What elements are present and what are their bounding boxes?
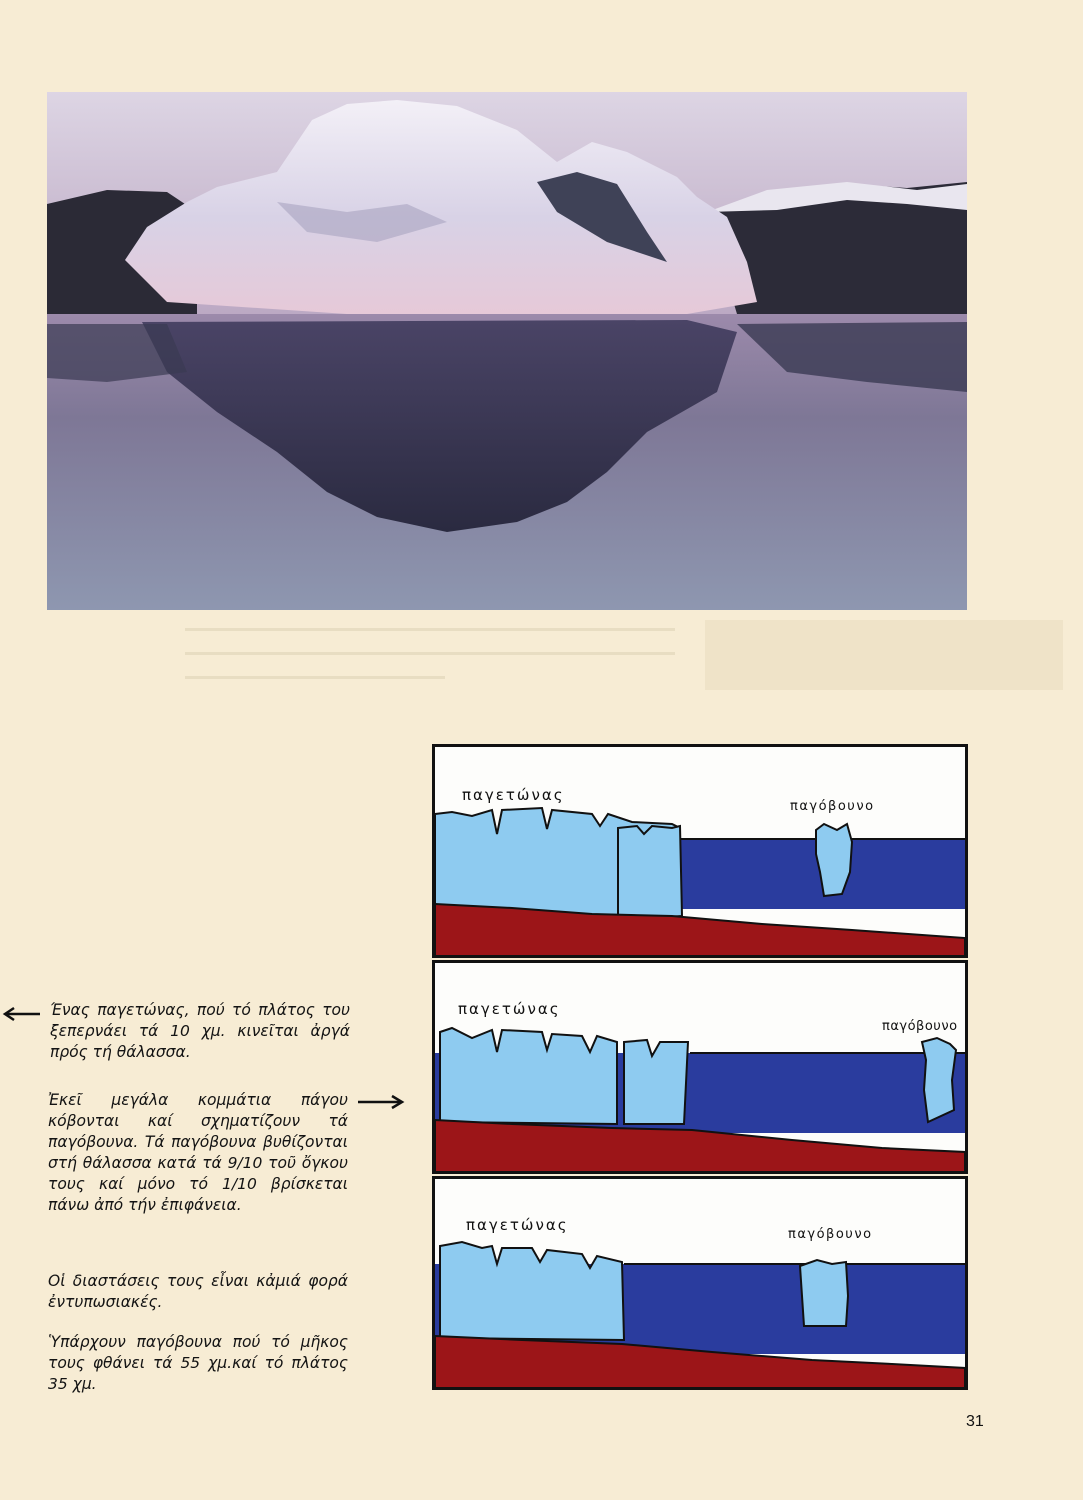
iceberg — [922, 1038, 956, 1122]
glacier-diagram-3 — [432, 1176, 968, 1390]
glacier-tongue — [618, 826, 682, 920]
paragraph-icebergs-form: Ἐκεῖ μεγάλα κομμάτια πάγου κόβονται καί σχηματίζουν τά παγόβουνα. Τά παγόβουνα βυθίζονται στή θάλασσα κατά τά 9/10 τοῦ ὄγκου τους καί μόνο τό 1/10 βρίσκεται πάνω ἀπό τήν ἐπιφάνεια. — [48, 1091, 348, 1214]
iceberg-label: παγόβουνο — [882, 1019, 958, 1034]
bleed-through — [185, 676, 445, 679]
bleed-through — [185, 628, 675, 631]
glacier — [440, 1242, 624, 1340]
glacier-diagram-1 — [432, 744, 968, 958]
mountain-reflection — [47, 324, 187, 382]
right-arrow — [356, 1094, 406, 1110]
glacier-label: παγετώνας — [458, 1000, 561, 1018]
iceberg-label: παγόβουνο — [788, 1227, 873, 1242]
glacier-diagram-2 — [432, 960, 968, 1174]
paragraph-size: Ὑπάρχουν παγόβουνα πού τό μῆκος τους φθάνει τά 55 χμ.καί τό πλάτος 35 χμ. — [48, 1333, 348, 1393]
iceberg-photo — [47, 92, 967, 610]
paragraph-glacier: Ένας παγετώνας, πού τό πλάτος του ξεπερνάει τά 10 χμ. κινεῖται ἀργά πρός τή θάλασσα. — [50, 1001, 350, 1061]
calving-block — [624, 1040, 688, 1124]
paragraph-dimensions: Οἱ διαστάσεις τους εἶναι κἀμιά φορά ἐντυπωσιακές. — [48, 1272, 348, 1311]
page-number: 31 — [966, 1413, 984, 1430]
glacier-label: παγετώνας — [466, 1216, 569, 1234]
glacier-label: παγετώνας — [462, 786, 565, 804]
bleed-through — [705, 620, 1063, 690]
left-arrow — [2, 1006, 42, 1022]
iceberg — [800, 1260, 848, 1326]
bleed-through — [185, 652, 675, 655]
iceberg-label: παγόβουνο — [790, 799, 875, 814]
